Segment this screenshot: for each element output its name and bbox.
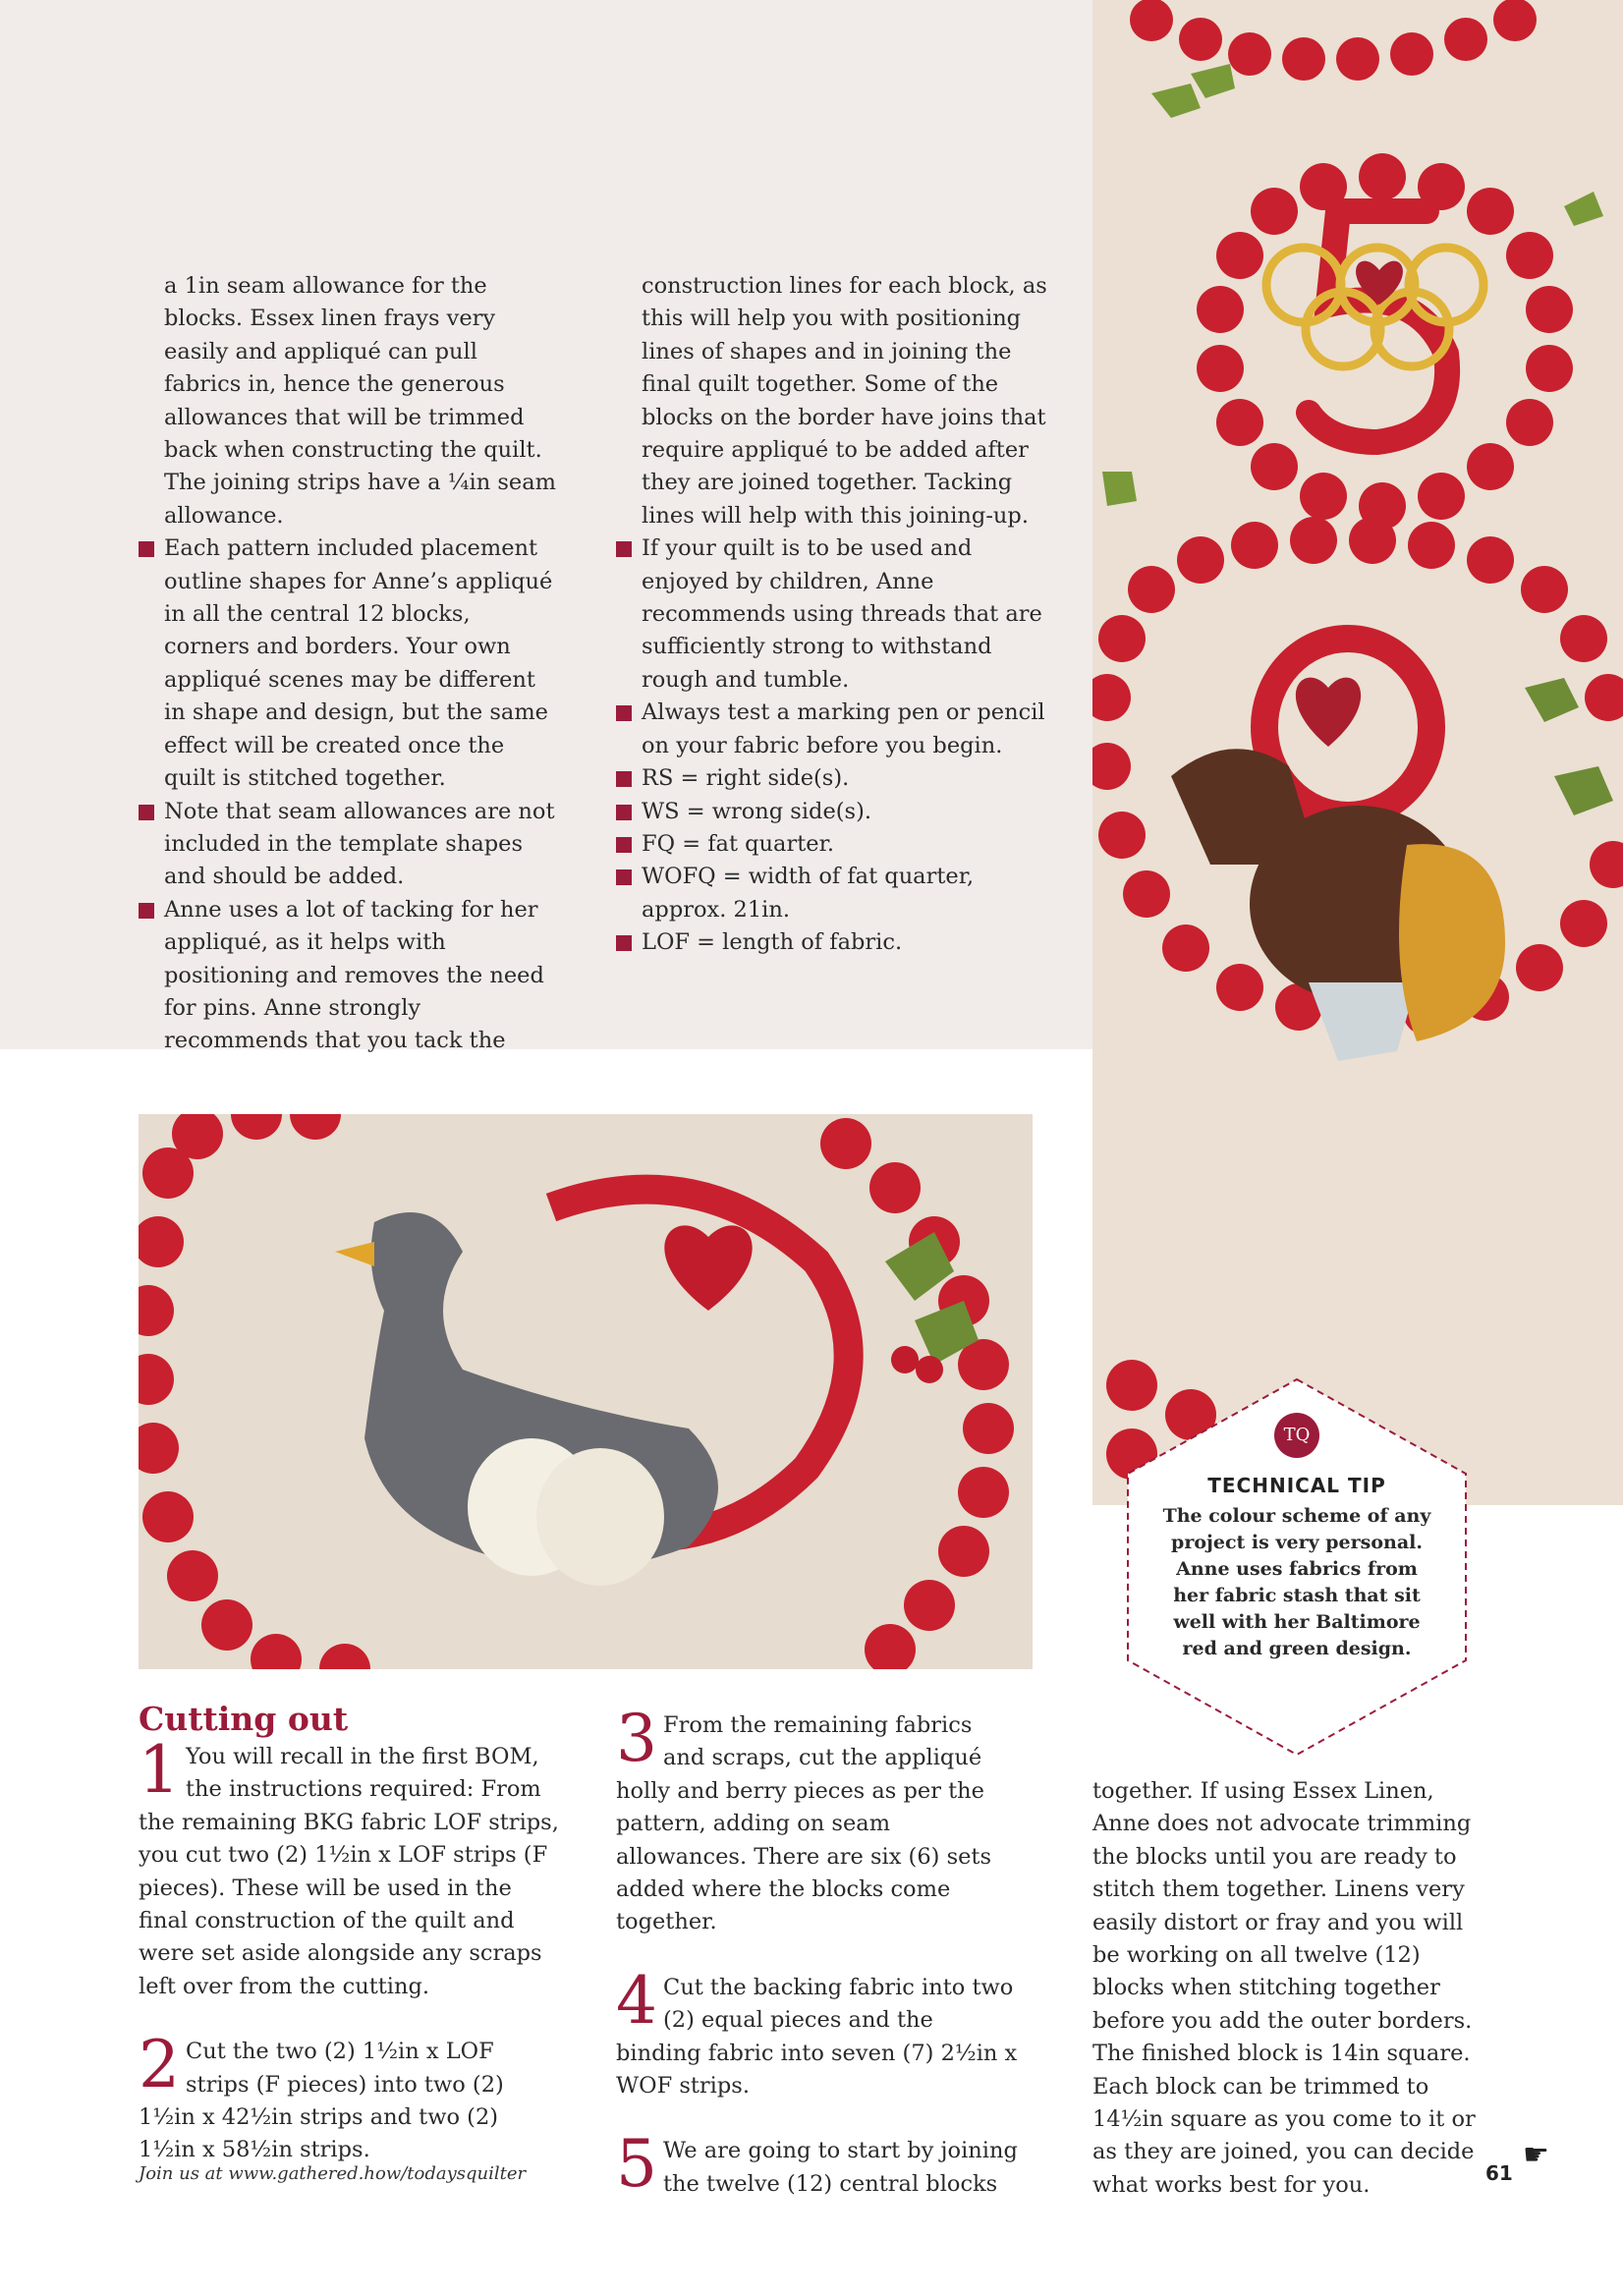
step-number: 4	[616, 1962, 657, 2039]
footer-link[interactable]: Join us at www.gathered.how/todaysquilter	[139, 2163, 527, 2184]
top-mid-item: WOFQ = width of fat quarter, approx. 21in.	[642, 861, 1054, 926]
top-left-column	[164, 270, 557, 1058]
bullet-square-icon	[139, 541, 154, 557]
top-left-item: Note that seam allowances are not included in the template shapes and should be added.	[164, 796, 557, 894]
tq-badge-icon: TQ	[1274, 1413, 1319, 1458]
top-mid-item: FQ = fat quarter.	[642, 828, 1054, 861]
section-heading: Cutting out	[139, 1700, 349, 1738]
step-4	[616, 1962, 1019, 2103]
bullet-square-icon	[616, 771, 632, 787]
top-mid-item: If your quilt is to be used and enjoyed by children, Anne recommends using threads that are sufficiently strong to withstand rough and tumble.	[642, 532, 1054, 697]
bullet-square-icon	[616, 837, 632, 853]
step-5	[616, 2126, 1019, 2203]
top-mid-item: LOF = length of fabric.	[642, 926, 1054, 959]
steps-column-3	[1092, 1775, 1495, 2202]
bullet-square-icon	[616, 935, 632, 951]
top-mid-item: WS = wrong side(s).	[642, 796, 1054, 828]
step-2	[139, 2027, 561, 2167]
top-left-item: a 1in seam allowance for the blocks. Essex linen frays very easily and appliqué can pull fabrics in, hence the generous allowances that will be trimmed back when constructing the quilt. The joining strips have a ¼in seam allowance.	[164, 273, 556, 529]
step-number: 2	[139, 2027, 180, 2103]
step-text: We are going to start by joining the twelve (12) central blocks	[663, 2138, 1018, 2197]
quilt-photo-numbers	[1092, 0, 1623, 1505]
step-3	[616, 1701, 1019, 1939]
bullet-square-icon	[616, 805, 632, 820]
pointing-hand-icon: ☛	[1523, 2138, 1549, 2172]
bullet-square-icon	[139, 805, 154, 820]
step-text: Cut the two (2) 1½in x LOF strips (F pieces) into two (2) 1½in x 42½in strips and two (2) 1½in x 58½in strips.	[139, 2039, 504, 2163]
top-mid-column	[642, 270, 1054, 960]
quilt-photo-swan	[139, 1114, 1033, 1669]
top-mid-item: RS = right side(s).	[642, 762, 1054, 795]
top-left-item: Each pattern included placement outline shapes for Anne’s appliqué in all the central 12 blocks, corners and borders. Your own appliqué scenes may be different in shape and design, but the same effect will be created once the quilt is stitched together.	[164, 532, 557, 795]
step-number: 5	[616, 2126, 657, 2203]
continued-text: together. If using Essex Linen, Anne does not advocate trimming the blocks until you are ready to stitch them together. Linens very easily distort or fray and you will be working on all twelve (12) blocks when stitching together before you add the outer borders. The finished block is 14in square. Each block can be trimmed to 14½in square as you come to it or as they are joined, you can decide what works best for you.	[1092, 1778, 1476, 2198]
step-1	[139, 1732, 561, 2003]
top-mid-item: construction lines for each block, as this will help you with positioning lines of shapes and in joining the final quilt together. Some of the blocks on the border have joins that require appliqué to be added after they are joined together. Tacking lines will help with this joining-up.	[642, 273, 1047, 529]
step-number: 1	[139, 1732, 180, 1808]
top-left-item: Anne uses a lot of tacking for her appliqué, as it helps with positioning and removes the need for pins. Anne strongly recommends that you tack the	[164, 894, 557, 1058]
steps-column-2	[616, 1701, 1019, 2203]
tip-title: TECHNICAL TIP	[1207, 1474, 1386, 1497]
tip-text: The colour scheme of any project is very personal. Anne uses fabrics from her fabric stash that sit well with her Baltimore red and green design.	[1162, 1505, 1431, 1659]
technical-tip-box	[1120, 1375, 1474, 1759]
bullet-square-icon	[139, 903, 154, 919]
step-text: You will recall in the first BOM, the instructions required: From the remaining BKG fabric LOF strips, you cut two (2) 1½in x LOF strips (F pieces). These will be used in the final construction of the quilt and were set aside alongside any scraps left over from the cutting.	[139, 1744, 559, 1999]
page-number: 61	[1485, 2161, 1513, 2185]
steps-column-1	[139, 1732, 561, 2167]
step-text: From the remaining fabrics and scraps, cut the appliqué holly and berry pieces as per the pattern, adding on seam allowances. There are six (6) sets added where the blocks come together.	[616, 1712, 992, 1935]
step-number: 3	[616, 1701, 657, 1776]
step-text: Cut the backing fabric into two (2) equal pieces and the binding fabric into seven (7) 2½in x WOF strips.	[616, 1974, 1018, 2100]
bullet-square-icon	[616, 541, 632, 557]
bullet-square-icon	[616, 869, 632, 885]
bullet-square-icon	[616, 705, 632, 721]
top-mid-item: Always test a marking pen or pencil on your fabric before you begin.	[642, 697, 1054, 762]
